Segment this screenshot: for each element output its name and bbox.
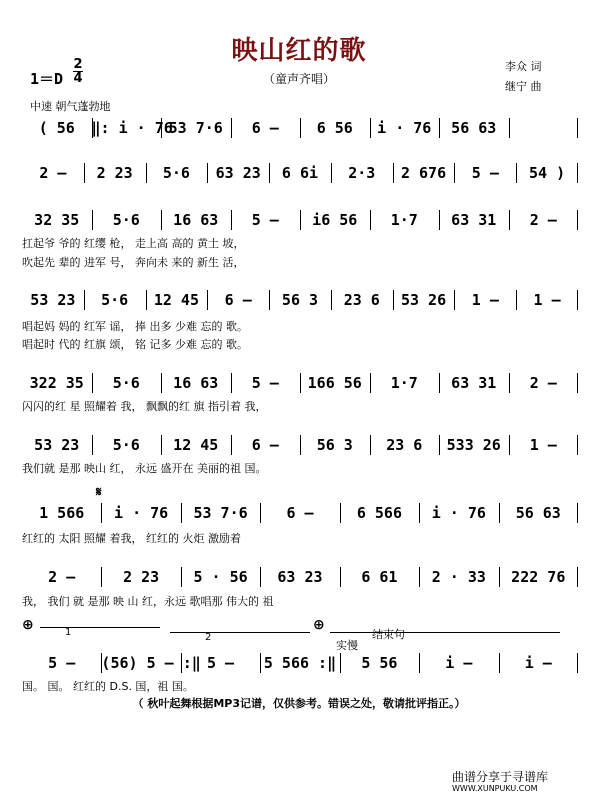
bar-line [370, 210, 371, 230]
bar-line [260, 653, 261, 673]
lyric-line-3: 唱起妈 妈的 红军 谣， 捧 出多 少难 忘的 歌。 [22, 320, 248, 333]
measure: 5·6 [112, 436, 140, 454]
measure: 6 – [251, 436, 279, 454]
measure: 222 76 [511, 568, 566, 586]
bar-line [300, 118, 301, 138]
bar-line [331, 290, 332, 310]
measure: 56 3 [316, 436, 353, 454]
measure: 56 3 [281, 291, 319, 309]
bar-line [340, 503, 341, 523]
measure: 53 26 [400, 291, 447, 309]
lyricist-credit: 李众 词 [505, 60, 542, 73]
bar-line [439, 373, 440, 393]
bar-line [577, 567, 578, 587]
lyric-line-9: 国。 国。 红红的 D.S. 国，祖 国。 [22, 680, 194, 693]
tempo-marking: 中速 朝气蓬勃地 [30, 100, 111, 113]
staff-line-7 [22, 500, 578, 526]
measure: 6 – [286, 504, 314, 522]
measure: 1·7 [390, 211, 418, 229]
bar-line [439, 435, 440, 455]
segno-sign: 𝄋 [96, 485, 102, 500]
ending-label: 结束句 [372, 628, 405, 641]
lyric-line-2: 吹起先 辈的 进军 号， 奔向未 来的 新生 活， [22, 256, 245, 269]
coda-sign-right: ⊕ [313, 617, 325, 633]
bar-line [260, 503, 261, 523]
measure: 1 – [533, 291, 561, 309]
measure: ( 56 [38, 119, 75, 137]
measure: (56) 5 – :‖ [101, 654, 201, 672]
measure: 32 35 [34, 211, 80, 229]
bar-line [92, 210, 93, 230]
bar-line [419, 567, 420, 587]
footnote: （ 秋叶起舞根据MP3记谱，仅供参考。错误之处，敬请批评指正。） [132, 697, 466, 710]
measure: 1·7 [390, 374, 418, 392]
bar-line [370, 373, 371, 393]
measure: 63 31 [451, 374, 497, 392]
site-name: 曲谱分享于寻谱库 [452, 770, 549, 784]
measure: 166 56 [307, 374, 362, 392]
staff-line-4 [22, 287, 578, 313]
bar-line [300, 373, 301, 393]
volta-2-line [170, 632, 310, 633]
measure: i · 76 [114, 504, 169, 522]
measure: i · 76 [377, 119, 432, 137]
staff-line-3 [22, 207, 578, 233]
measure: 53 23 [34, 436, 80, 454]
measure: 6 56 [316, 119, 353, 137]
bar-line [499, 653, 500, 673]
measure: 56 63 [451, 119, 497, 137]
bar-line [161, 373, 162, 393]
bar-line [181, 653, 182, 673]
bar-line [577, 210, 578, 230]
measure: 16 63 [173, 374, 219, 392]
bar-line [269, 163, 270, 183]
bar-line [92, 435, 93, 455]
bar-line [300, 210, 301, 230]
bar-line [577, 290, 578, 310]
bar-line [161, 118, 162, 138]
staff-line-6 [22, 432, 578, 458]
lyric-line-8: 我， 我们 就 是那 映 山 红，永远 歌唱那 伟大的 祖 [22, 595, 274, 608]
bar-line [101, 567, 102, 587]
bar-line [370, 435, 371, 455]
bar-line [181, 503, 182, 523]
bar-line [499, 567, 500, 587]
measure: 5·6 [112, 211, 140, 229]
bar-line [509, 373, 510, 393]
measure: 6 – [251, 119, 279, 137]
measure: 1 – [471, 291, 499, 309]
bar-line [231, 118, 232, 138]
measure: 5·6 [162, 164, 190, 182]
measure: 533 26 [446, 436, 501, 454]
bar-line [577, 163, 578, 183]
measure: 2·3 [348, 164, 376, 182]
measure: 23 6 [386, 436, 423, 454]
bar-line [161, 435, 162, 455]
lyric-line-4: 唱起时 代的 红旗 颂， 铭 记多 少难 忘的 歌。 [22, 338, 248, 351]
measure: 2 · 33 [431, 568, 486, 586]
lyric-line-7: 红红的 太阳 照耀 着我， 红红的 火炬 激励着 [22, 532, 241, 545]
measure: 322 35 [29, 374, 84, 392]
measure: 6 566 [356, 504, 402, 522]
measure: 12 45 [173, 436, 219, 454]
staff-line-9 [22, 650, 578, 676]
measure: i – [445, 654, 473, 672]
bar-line [577, 503, 578, 523]
bar-line [439, 118, 440, 138]
measure: 12 45 [153, 291, 199, 309]
bar-line [516, 290, 517, 310]
bar-line [146, 290, 147, 310]
bar-line [577, 118, 578, 138]
bar-line [101, 653, 102, 673]
measure: 5 · 56 [193, 568, 248, 586]
time-signature [73, 58, 83, 85]
bar-line [260, 567, 261, 587]
bar-line [146, 163, 147, 183]
bar-line [331, 163, 332, 183]
bar-line [84, 290, 85, 310]
key-signature: 1＝D [30, 70, 64, 88]
staff-line-2 [22, 160, 578, 186]
tempo-slow: 实慢 [336, 639, 358, 652]
measure: 16 63 [173, 211, 219, 229]
measure: 54 ) [529, 164, 566, 182]
measure: 2 – [39, 164, 67, 182]
measure: 63 23 [215, 164, 261, 182]
bar-line [340, 653, 341, 673]
measure: 56 63 [515, 504, 561, 522]
bar-line [577, 653, 578, 673]
composer-credit: 继宁 曲 [505, 80, 542, 93]
volta-1-line [40, 627, 160, 628]
measure: 63 23 [277, 568, 323, 586]
bar-line [300, 435, 301, 455]
time-bottom: 4 [73, 71, 83, 86]
song-title: 映山红的歌 [231, 36, 367, 66]
bar-line [92, 118, 93, 138]
bar-line [231, 210, 232, 230]
bar-line [454, 290, 455, 310]
measure: 5 56 [361, 654, 398, 672]
bar-line [370, 118, 371, 138]
bar-line [509, 435, 510, 455]
bar-line [207, 163, 208, 183]
bar-line [393, 290, 394, 310]
bar-line [419, 653, 420, 673]
bar-line [84, 163, 85, 183]
lyric-line-5: 闪闪的红 星 照耀着 我， 飘飘的红 旗 指引着 我， [22, 400, 267, 413]
measure: 5 – [251, 374, 279, 392]
measure: 2 – [529, 374, 557, 392]
ending-line [330, 632, 560, 633]
measure: 53 23 [30, 291, 76, 309]
bar-line [161, 210, 162, 230]
volta-2-label: 2 [205, 632, 212, 643]
bar-line [181, 567, 182, 587]
bar-line [516, 163, 517, 183]
bar-line [269, 290, 270, 310]
measure: 2 676 [400, 164, 447, 182]
staff-line-1 [22, 115, 578, 141]
bar-line [577, 435, 578, 455]
bar-line [439, 210, 440, 230]
measure: 6 – [224, 291, 252, 309]
bar-line [231, 373, 232, 393]
lyric-line-1: 扛起爷 爷的 红缨 枪， 走上高 高的 黄土 坡， [22, 237, 245, 250]
bar-line [340, 567, 341, 587]
time-top: 2 [73, 57, 83, 72]
site-url: WWW.XUNPUKU.COM [452, 784, 538, 793]
bar-line [509, 118, 510, 138]
measure: 2 – [48, 568, 76, 586]
volta-1-label: 1 [65, 627, 72, 638]
measure: 5·6 [112, 374, 140, 392]
measure: 5 566 :‖ [263, 654, 337, 672]
measure: 2 23 [123, 568, 160, 586]
measure: 5·6 [101, 291, 129, 309]
bar-line [419, 503, 420, 523]
bar-line [393, 163, 394, 183]
bar-line [92, 373, 93, 393]
staff-line-5 [22, 370, 578, 396]
bar-line [231, 435, 232, 455]
measure: 1 566 [39, 504, 85, 522]
measure: 53 7·6 [168, 119, 223, 137]
measure: i · 76 [431, 504, 486, 522]
measure [509, 115, 579, 141]
measure: 2 23 [96, 164, 133, 182]
measure: 5 – [48, 654, 76, 672]
measure: i6 56 [312, 211, 358, 229]
song-subtitle: （童声齐唱） [262, 72, 335, 86]
measure: 5 – [471, 164, 499, 182]
measure: 6 61 [361, 568, 398, 586]
measure: 63 31 [451, 211, 497, 229]
bar-line [499, 503, 500, 523]
bar-line [207, 290, 208, 310]
measure: ‖: i · 76 [91, 119, 173, 137]
measure: 6 6i [281, 164, 319, 182]
measure: 2 – [529, 211, 557, 229]
coda-sign-left: ⊕ [22, 617, 34, 633]
bar-line [454, 163, 455, 183]
measure: 5 – [251, 211, 279, 229]
staff-line-8 [22, 564, 578, 590]
measure: 23 6 [343, 291, 380, 309]
bar-line [577, 373, 578, 393]
lyric-line-6: 我们就 是那 映山 红， 永远 盛开在 美丽的祖 国。 [22, 462, 267, 475]
measure: 1 – [529, 436, 557, 454]
measure: 5 – [207, 654, 235, 672]
bar-line [509, 210, 510, 230]
bar-line [101, 503, 102, 523]
measure: 53 7·6 [193, 504, 248, 522]
measure: i – [524, 654, 552, 672]
